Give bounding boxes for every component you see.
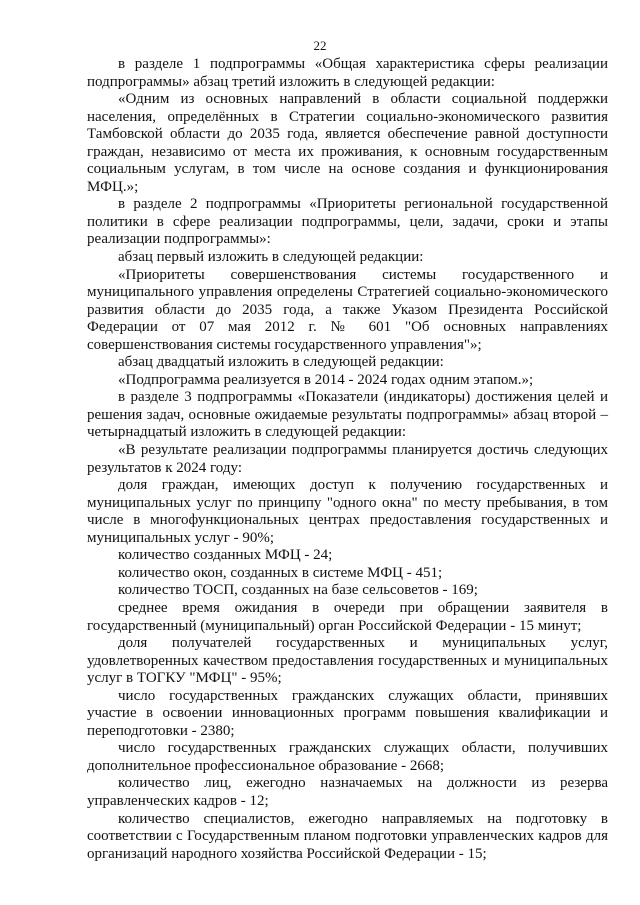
paragraph: «Одним из основных направлений в области социальной поддержки населения, определённых в Стратегии социально-экономического развития Тамбовской области до 2035 года, является обеспечение равной доступности граждан, независимо от места их проживания, к основным государственным социальным услугам, в том числе на основе создания и функционирования МФЦ.»; — [87, 91, 608, 195]
paragraph: «В результате реализации подпрограммы планируется достичь следующих результатов к 2024 году: — [87, 442, 608, 476]
paragraph: число государственных гражданских служащих области, принявших участие в освоении инновационных программ повышения квалификации и переподготовки - 2380; — [87, 687, 608, 739]
paragraph: количество ТОСП, созданных на базе сельсоветов - 169; — [118, 582, 478, 599]
paragraph: «Приоритеты совершенствования системы государственного и муниципального управления определены Стратегией социально-экономического развития области до 2035 года, а также Указом Президента Российской Федерации от 07 мая 2012 г. № 601 "Об основных направлениях совершенствования системы государственного управления"»; — [87, 266, 608, 353]
document-body — [87, 56, 608, 863]
paragraph: количество окон, созданных в системе МФЦ - 451; — [118, 564, 443, 581]
paragraph: доля граждан, имеющих доступ к получению государственных и муниципальных услуг по принципу "одного окна" по месту пребывания, в том числе в многофункциональных центрах предоставления государственных и муниципальных услуг - 90%; — [87, 477, 608, 546]
paragraph: в разделе 1 подпрограммы «Общая характеристика сферы реализации подпрограммы» абзац третий изложить в следующей редакции: — [87, 56, 608, 90]
paragraph: абзац двадцатый изложить в следующей редакции: — [118, 354, 444, 371]
paragraph: в разделе 2 подпрограммы «Приоритеты региональной государственной политики в сфере реализации подпрограммы, цели, задачи, сроки и этапы реализации подпрограммы»: — [87, 196, 608, 248]
paragraph: количество созданных МФЦ - 24; — [118, 547, 333, 564]
paragraph: абзац первый изложить в следующей редакции: — [118, 249, 424, 266]
paragraph: число государственных гражданских служащих области, получивших дополнительное профессиональное образование - 2668; — [87, 740, 608, 774]
paragraph: «Подпрограмма реализуется в 2014 - 2024 годах одним этапом.»; — [118, 371, 534, 388]
paragraph: количество лиц, ежегодно назначаемых на должности из резерва управленческих кадров - 12; — [87, 775, 608, 809]
paragraph: количество специалистов, ежегодно направляемых на подготовку в соответствии с Государственным планом подготовки управленческих кадров для организаций народного хозяйства Российской Федерации - 15; — [87, 810, 608, 862]
paragraph: в разделе 3 подпрограммы «Показатели (индикаторы) достижения целей и решения задач, основные ожидаемые результаты подпрограммы» абзац второй – четырнадцатый изложить в следующей редакции: — [87, 389, 608, 441]
page-number: 22 — [313, 38, 327, 53]
paragraph: среднее время ожидания в очереди при обращении заявителя в государственный (муниципальный) орган Российской Федерации - 15 минут; — [87, 599, 608, 634]
paragraph: доля получателей государственных и муниципальных услуг, удовлетворенных качеством предоставления государственных и муниципальных услуг в ТОГКУ "МФЦ" - 95%; — [87, 635, 608, 687]
